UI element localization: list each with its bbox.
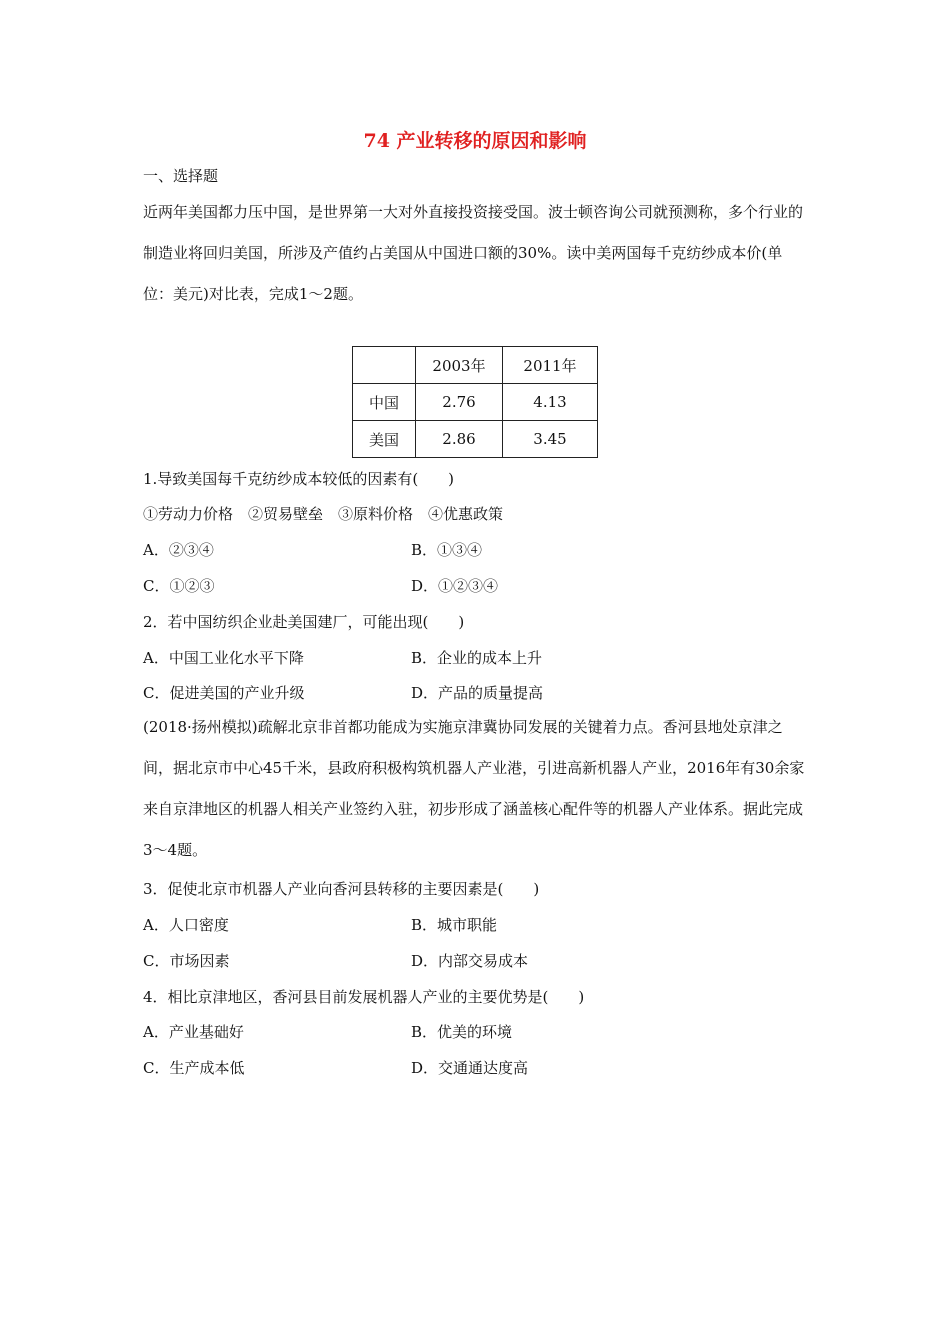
question-1-option-b: B．①③④ (411, 541, 483, 559)
question-2-option-d: D．产品的质量提高 (411, 684, 544, 702)
table-row (353, 384, 598, 421)
table-header-cell: 2003年 (416, 347, 503, 384)
question-3-option-c: C．市场因素 (143, 952, 230, 970)
question-1-stem: 1.导致美国每千克纺纱成本较低的因素有( ) (143, 470, 455, 488)
table-cell: 4.13 (503, 384, 598, 421)
cost-table (352, 346, 598, 458)
table-row (353, 421, 598, 458)
page-title: 74 产业转移的原因和影响 (363, 130, 587, 152)
question-1-option-c: C．①②③ (143, 577, 215, 595)
question-4-option-b: B．优美的环境 (411, 1023, 513, 1041)
question-2-stem: 2．若中国纺织企业赴美国建厂，可能出现( ) (143, 613, 465, 631)
table-cell: 2.86 (416, 421, 503, 458)
question-1-option-a: A．②③④ (143, 541, 214, 559)
intro-paragraph-1: 近两年美国都力压中国，是世界第一大对外直接投资接受国。波士顿咨询公司就预测称，多个行业的制造业将回归美国，所涉及产值约占美国从中国进口额的30%。读中美两国每千克纺纱成本价(单位：美元)对比表，完成1～2题。 (143, 203, 804, 303)
question-3-stem: 3．促使北京市机器人产业向香河县转移的主要因素是( ) (143, 880, 540, 898)
question-3-option-a: A．人口密度 (143, 916, 229, 934)
question-1-factors: ①劳动力价格 ②贸易壁垒 ③原料价格 ④优惠政策 (143, 505, 504, 523)
question-1-option-d: D．①②③④ (411, 577, 499, 595)
question-4-option-a: A．产业基础好 (143, 1023, 244, 1041)
table-cell: 2.76 (416, 384, 503, 421)
table-header-cell (353, 347, 416, 384)
table-cell: 美国 (353, 421, 416, 458)
intro-paragraph-2: (2018·扬州模拟)疏解北京非首都功能成为实施京津冀协同发展的关键着力点。香河县地处京津之间，据北京市中心45千米，县政府积极构筑机器人产业港，引进高新机器人产业，2016年有30余家来自京津地区的机器人相关产业签约入驻，初步形成了涵盖核心配件等的机器人产业体系。据此完成3～4题。 (143, 718, 805, 859)
question-2-option-c: C．促进美国的产业升级 (143, 684, 305, 702)
question-4-option-d: D．交通通达度高 (411, 1059, 529, 1077)
table-cell: 中国 (353, 384, 416, 421)
section-heading: 一、选择题 (143, 167, 219, 185)
table-cell: 3.45 (503, 421, 598, 458)
table-header-cell: 2011年 (503, 347, 598, 384)
table-header-row (353, 347, 598, 384)
question-3-option-b: B．城市职能 (411, 916, 498, 934)
question-2-option-b: B．企业的成本上升 (411, 649, 543, 667)
question-4-stem: 4．相比京津地区，香河县目前发展机器人产业的主要优势是( ) (143, 988, 585, 1006)
question-4-option-c: C．生产成本低 (143, 1059, 245, 1077)
question-2-option-a: A．中国工业化水平下降 (143, 649, 304, 667)
question-3-option-d: D．内部交易成本 (411, 952, 529, 970)
